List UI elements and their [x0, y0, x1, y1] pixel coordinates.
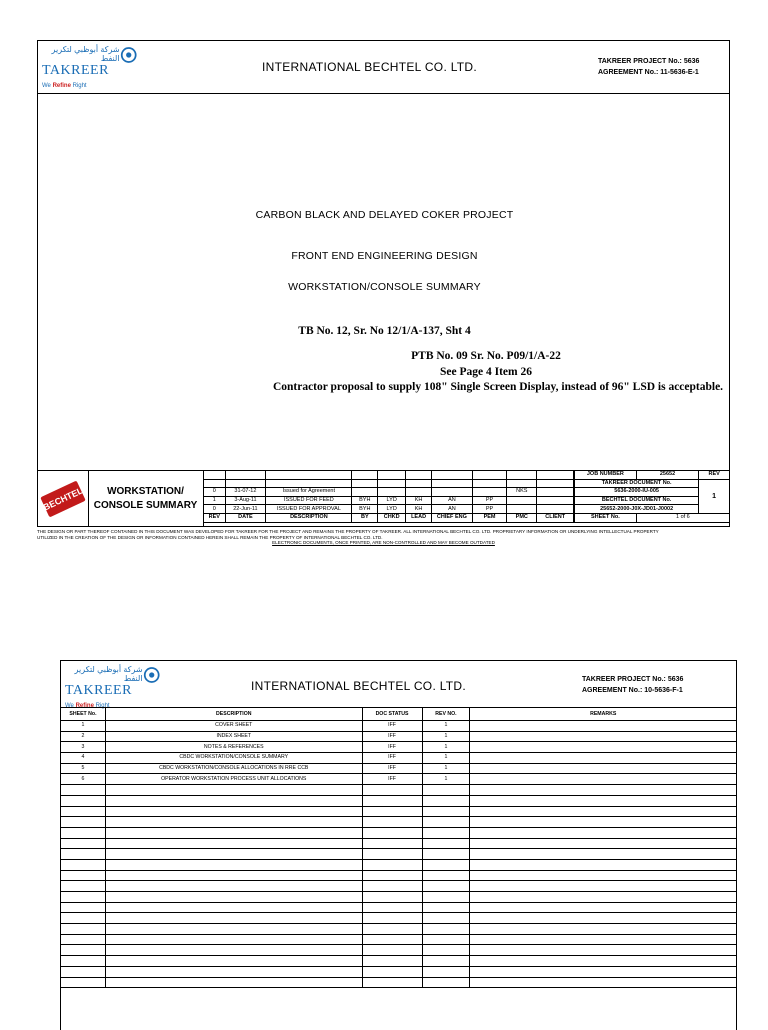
index-header-row: SHEET No. DESCRIPTION DOC STATUS REV NO. REMARKS	[61, 708, 737, 721]
revision-table	[203, 470, 574, 523]
doc-title: WORKSTATION/CONSOLE SUMMARY	[288, 281, 481, 293]
disclaimer-line-3: ELECTRONIC DOCUMENTS, ONCE PRINTED, ARE NON-CONTROLLED AND MAY BECOME OUTDATED	[272, 540, 495, 546]
logo-arabic: شركة أبوظبي لتكرير النفط	[74, 665, 143, 683]
job-number-label: JOB NUMBER	[575, 471, 637, 480]
bechtel-doc-label: BECHTEL DOCUMENT No.	[575, 496, 699, 505]
design-title: FRONT END ENGINEERING DESIGN	[291, 250, 478, 262]
empty-table-row	[61, 892, 737, 903]
project-title: CARBON BLACK AND DELAYED COKER PROJECT	[255, 209, 514, 221]
doc-title-line-1: WORKSTATION/	[107, 485, 184, 497]
empty-table-row	[61, 870, 737, 881]
table-row: 5 CBDC WORKSTATION/CONSOLE ALLOCATIONS IN RRE CCB IFF 1	[61, 763, 737, 774]
takreer-doc-label: TAKREER DOCUMENT No.	[575, 479, 699, 488]
cover-sheet	[37, 40, 730, 527]
empty-table-row	[61, 977, 737, 988]
empty-table-row	[61, 849, 737, 860]
doc-title-cell	[88, 470, 204, 527]
index-table	[60, 707, 737, 988]
disclaimer	[37, 529, 737, 546]
logo-tagline: We Refine Right	[65, 703, 110, 709]
project-no: TAKREER PROJECT No.: 5636	[598, 58, 700, 65]
bechtel-logo: BECHTEL	[40, 480, 86, 517]
see-page-note: See Page 4 Item 26	[440, 366, 532, 378]
table-row: 6 OPERATOR WORKSTATION PROCESS UNIT ALLOCATIONS IFF 1	[61, 774, 737, 785]
index-sheet	[60, 660, 737, 1030]
rev-label: REV	[699, 471, 730, 480]
empty-table-row	[61, 795, 737, 806]
rev-row: 0 31-07-12 Issued for Agreement NKS	[204, 488, 574, 497]
takreer-doc-no: 5636-2000-IU-005	[575, 488, 699, 497]
rev-row: 0 22-Jun-11 ISSUED FOR APPROVAL BYH LYD KH AN PP	[204, 505, 574, 514]
empty-table-row	[61, 827, 737, 838]
table-row: 4 CBDC WORKSTATION/CONSOLE SUMMARY IFF 1	[61, 753, 737, 764]
logo-word: TAKREER	[42, 63, 109, 78]
empty-table-row	[61, 817, 737, 828]
empty-table-row	[61, 913, 737, 924]
bechtel-doc-no: 25652-2000-J0X-JD01-J0002	[575, 505, 699, 514]
job-number: 25652	[636, 471, 699, 480]
ptb-note: PTB No. 09 Sr. No. P09/1/A-22	[411, 350, 561, 362]
table-row: 3 NOTES & REFERENCES IFF 1	[61, 742, 737, 753]
rev-value: 1	[699, 479, 730, 513]
project-block	[582, 674, 683, 696]
table-row: 2 INDEX SHEET IFF 1	[61, 731, 737, 742]
agreement-no: AGREEMENT No.: 10-5636-F-1	[582, 687, 683, 694]
empty-table-row	[61, 838, 737, 849]
empty-table-row	[61, 785, 737, 796]
sheet-label: SHEET No.	[575, 513, 637, 522]
empty-table-row	[61, 881, 737, 892]
takreer-emblem-icon	[143, 665, 160, 685]
empty-table-row	[61, 966, 737, 977]
empty-table-row	[61, 902, 737, 913]
document-number-table	[574, 470, 730, 523]
doc-title-line-2: CONSOLE SUMMARY	[93, 499, 198, 511]
empty-table-row	[61, 806, 737, 817]
empty-table-row	[61, 945, 737, 956]
tb-note: TB No. 12, Sr. No 12/1/A-137, Sht 4	[298, 325, 471, 337]
bechtel-logo-cell	[38, 470, 89, 527]
rev-row: 1 3-Aug-11 ISSUED FOR FEED BYH LYD KH AN PP	[204, 496, 574, 505]
table-row: 1 COVER SHEET IFF 1	[61, 721, 737, 732]
company-name: INTERNATIONAL BECHTEL CO. LTD.	[251, 679, 467, 693]
logo-tagline: We Refine Right	[42, 83, 87, 89]
empty-table-row	[61, 924, 737, 935]
project-block	[598, 56, 699, 78]
rev-header-row: REV DATE DESCRIPTION BY CHKD LEAD CHIEF ENG PEM PMC CLIENT	[204, 513, 574, 522]
contractor-note: Contractor proposal to supply 108" Single Screen Display, instead of 96" LSD is acceptable.	[272, 381, 724, 393]
empty-table-row	[61, 859, 737, 870]
disclaimer-line-1: THE DESIGN OR PART THEREOF CONTAINED IN THIS DOCUMENT WAS DEVELOPED FOR TAKREER FOR THE PROJECT AND REMAINS THE PROPERTY OF TAKREER. ALL INTERNATIONAL BECHTEL CO. LTD. PROPRIETARY INFORMATION OR UNDERLYING INTELLECTUAL PROPERTY	[37, 529, 659, 534]
header-divider	[38, 93, 729, 94]
empty-table-row	[61, 934, 737, 945]
disclaimer-line-2: UTILIZED IN THE CREATION OF THE DESIGN OR INFORMATION CONTAINED HEREIN SHALL REMAIN THE PROPERTY OF INTERNATIONAL BECHTEL CO. LTD.	[37, 534, 383, 540]
agreement-no: AGREEMENT No.: 11-5636-E-1	[598, 69, 699, 76]
project-no: TAKREER PROJECT No.: 5636	[582, 676, 684, 683]
empty-table-row	[61, 956, 737, 967]
logo-arabic: شركة أبوظبي لتكرير النفط	[51, 45, 120, 63]
company-name: INTERNATIONAL BECHTEL CO. LTD.	[262, 60, 478, 74]
sheet-value: 1 of 6	[636, 513, 729, 522]
logo-word: TAKREER	[65, 683, 132, 698]
takreer-emblem-icon	[120, 45, 137, 65]
takreer-logo	[42, 45, 137, 95]
